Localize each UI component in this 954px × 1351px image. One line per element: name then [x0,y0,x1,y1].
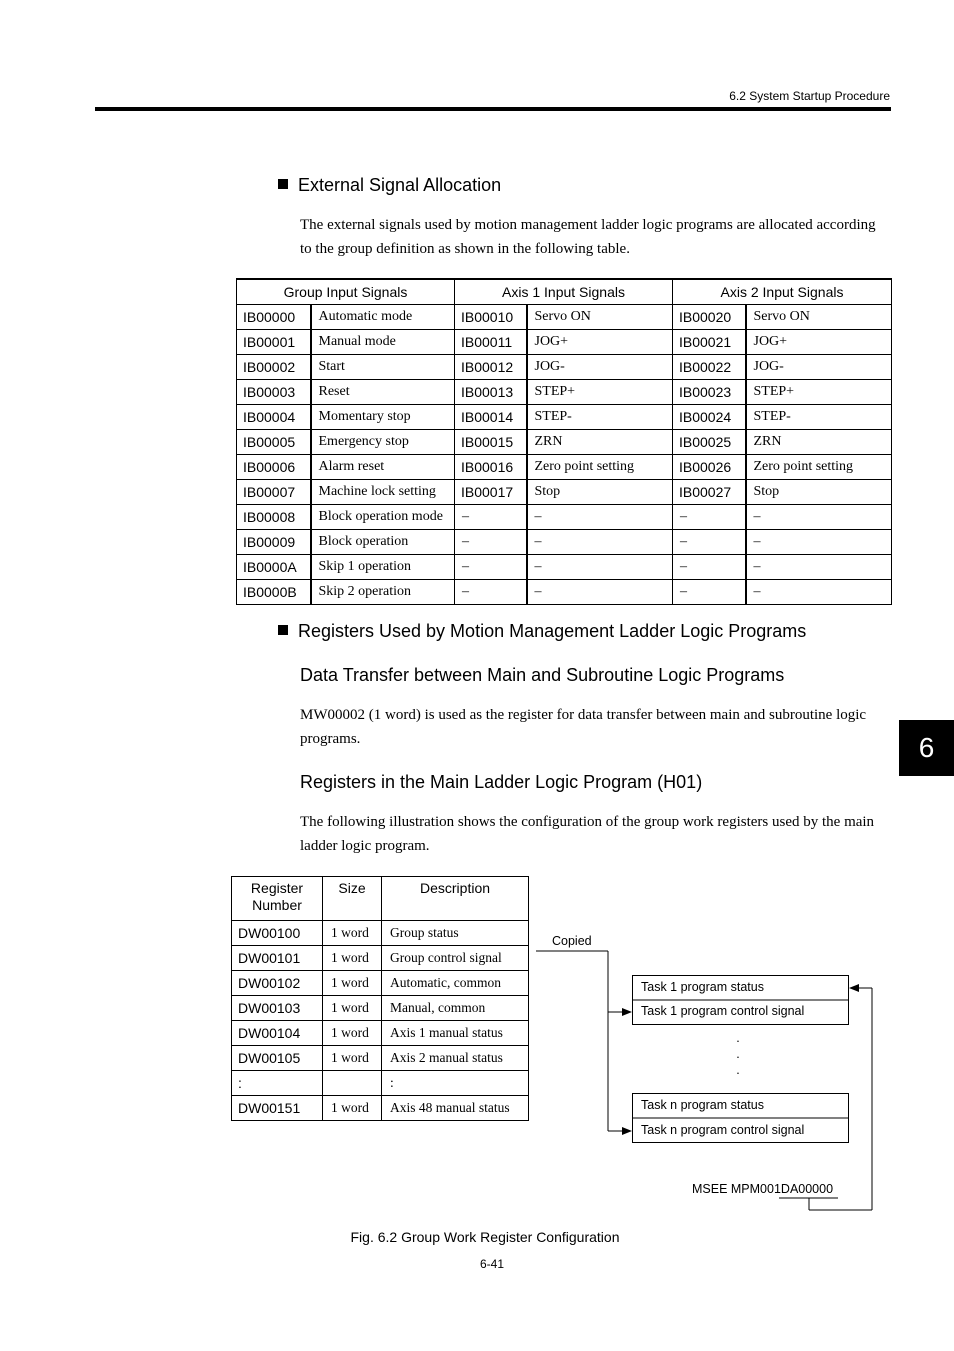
signal-code-cell: IB00011 [455,330,527,355]
register-description-cell: Manual, common [382,996,529,1021]
column-header-size: Size [323,877,382,921]
signal-description-cell: Skip 1 operation [311,555,455,580]
signal-description-cell: STEP+ [746,380,892,405]
column-header-group-input: Group Input Signals [237,279,455,305]
register-size-cell: 1 word [323,996,382,1021]
signal-code-cell: – [455,580,527,605]
paragraph-external: The external signals used by motion management ladder logic programs are allocated according to the group definition as shown in the following table. [300,217,876,257]
column-header-axis1-input: Axis 1 Input Signals [455,279,673,305]
signal-description-cell: – [527,555,673,580]
register-number-cell: DW00104 [232,1021,323,1046]
register-size-cell: 1 word [323,946,382,971]
task1-control-label: Task 1 program control signal [641,1004,805,1018]
register-number-cell: : [232,1071,323,1096]
signal-code-cell: IB00014 [455,405,527,430]
register-number-cell: DW00101 [232,946,323,971]
paragraph-main-ladder: The following illustration shows the configuration of the group work registers used by the main ladder logic program. [300,814,875,854]
signal-code-cell: IB00016 [455,455,527,480]
signal-code-cell: IB00000 [237,305,311,330]
signal-description-cell: Servo ON [746,305,892,330]
signal-code-cell: IB00024 [673,405,746,430]
signal-description-cell: Alarm reset [311,455,455,480]
signal-code-cell: IB00001 [237,330,311,355]
signal-code-cell: – [673,505,746,530]
signal-code-cell: – [673,555,746,580]
register-size-cell: 1 word [323,921,382,946]
page-number: 6-41 [479,1257,505,1271]
signal-description-cell: ZRN [746,430,892,455]
signal-code-cell: IB00012 [455,355,527,380]
signal-description-cell: Manual mode [311,330,455,355]
signal-description-cell: Skip 2 operation [311,580,455,605]
signal-description-cell: Zero point setting [527,455,673,480]
signal-description-cell: ZRN [527,430,673,455]
register-description-cell: Group control signal [382,946,529,971]
signal-description-cell: – [746,530,892,555]
signal-description-cell: Reset [311,380,455,405]
signal-description-cell: – [746,555,892,580]
signal-description-cell: Emergency stop [311,430,455,455]
heading-text: Registers Used by Motion Management Ladder Logic Programs [298,621,807,641]
signal-description-cell: STEP- [746,405,892,430]
signal-code-cell: IB00005 [237,430,311,455]
register-description-cell: Axis 2 manual status [382,1046,529,1071]
signal-code-cell: IB00017 [455,480,527,505]
chapter-tab: 6 [899,720,954,776]
signal-code-cell: IB00010 [455,305,527,330]
signal-code-cell: IB00004 [237,405,311,430]
register-size-cell: 1 word [323,1096,382,1121]
column-header-description: Description [382,877,529,921]
figure-caption: Fig. 6.2 Group Work Register Configuration [350,1229,620,1245]
register-size-cell: 1 word [323,1021,382,1046]
signal-description-cell: – [746,505,892,530]
signal-code-cell: IB00013 [455,380,527,405]
register-description-cell: Automatic, common [382,971,529,996]
signal-description-cell: Start [311,355,455,380]
signal-code-cell: – [673,580,746,605]
signal-code-cell: IB00026 [673,455,746,480]
signal-description-cell: STEP+ [527,380,673,405]
column-header-axis2-input: Axis 2 Input Signals [673,279,892,305]
copied-label: Copied [552,934,592,948]
signal-description-cell: JOG+ [527,330,673,355]
image-code-label: MSEE MPM001DA00000 [692,1182,834,1196]
taskn-control-label: Task n program control signal [641,1123,805,1137]
heading-text: External Signal Allocation [298,175,502,195]
paragraph-data-transfer: MW00002 (1 word) is used as the register for data transfer between main and subroutine logic programs. [300,707,867,747]
signal-code-cell: IB00020 [673,305,746,330]
signal-code-cell: IB00015 [455,430,527,455]
signal-description-cell: – [527,505,673,530]
signal-description-cell: Zero point setting [746,455,892,480]
signal-description-cell: Momentary stop [311,405,455,430]
column-header-register-number: Register Number [232,877,323,921]
register-size-cell: 1 word [323,971,382,996]
register-size-cell: 1 word [323,1046,382,1071]
signal-code-cell: IB00009 [237,530,311,555]
register-description-cell: Axis 1 manual status [382,1021,529,1046]
signal-code-cell: IB00006 [237,455,311,480]
signal-code-cell: IB00022 [673,355,746,380]
signal-description-cell: – [527,580,673,605]
signal-code-cell: – [455,505,527,530]
heading-data-transfer: Data Transfer between Main and Subroutine Logic Programs [300,665,785,685]
task1-status-label: Task 1 program status [641,980,764,994]
register-number-cell: DW00102 [232,971,323,996]
signal-description-cell: Stop [527,480,673,505]
register-number-cell: DW00100 [232,921,323,946]
signal-description-cell: Block operation [311,530,455,555]
signal-code-cell: IB00007 [237,480,311,505]
signal-description-cell: STEP- [527,405,673,430]
signal-description-cell: Block operation mode [311,505,455,530]
signal-code-cell: – [455,530,527,555]
signal-code-cell: IB0000B [237,580,311,605]
register-number-cell: DW00151 [232,1096,323,1121]
signal-description-cell: – [527,530,673,555]
signal-description-cell: Automatic mode [311,305,455,330]
signal-code-cell: IB00008 [237,505,311,530]
signal-description-cell: Stop [746,480,892,505]
signal-description-cell: JOG- [527,355,673,380]
signal-description-cell: Servo ON [527,305,673,330]
running-header: 6.2 System Startup Procedure [729,89,890,103]
register-description-cell: : [382,1071,529,1096]
signal-code-cell: IB00021 [673,330,746,355]
ellipsis-dots: . . . [736,1031,740,1077]
taskn-status-label: Task n program status [641,1098,764,1112]
signal-code-cell: IB00002 [237,355,311,380]
signal-code-cell: IB0000A [237,555,311,580]
signal-code-cell: IB00003 [237,380,311,405]
register-description-cell: Group status [382,921,529,946]
signal-code-cell: IB00023 [673,380,746,405]
signal-code-cell: IB00025 [673,430,746,455]
register-number-cell: DW00105 [232,1046,323,1071]
signal-code-cell: – [455,555,527,580]
register-number-cell: DW00103 [232,996,323,1021]
signal-code-cell: – [673,530,746,555]
heading-main-ladder: Registers in the Main Ladder Logic Program (H01) [300,772,703,792]
signal-code-cell: IB00027 [673,480,746,505]
signal-description-cell: JOG- [746,355,892,380]
signal-description-cell: JOG+ [746,330,892,355]
signal-description-cell: – [746,580,892,605]
register-description-cell: Axis 48 manual status [382,1096,529,1121]
signal-description-cell: Machine lock setting [311,480,455,505]
